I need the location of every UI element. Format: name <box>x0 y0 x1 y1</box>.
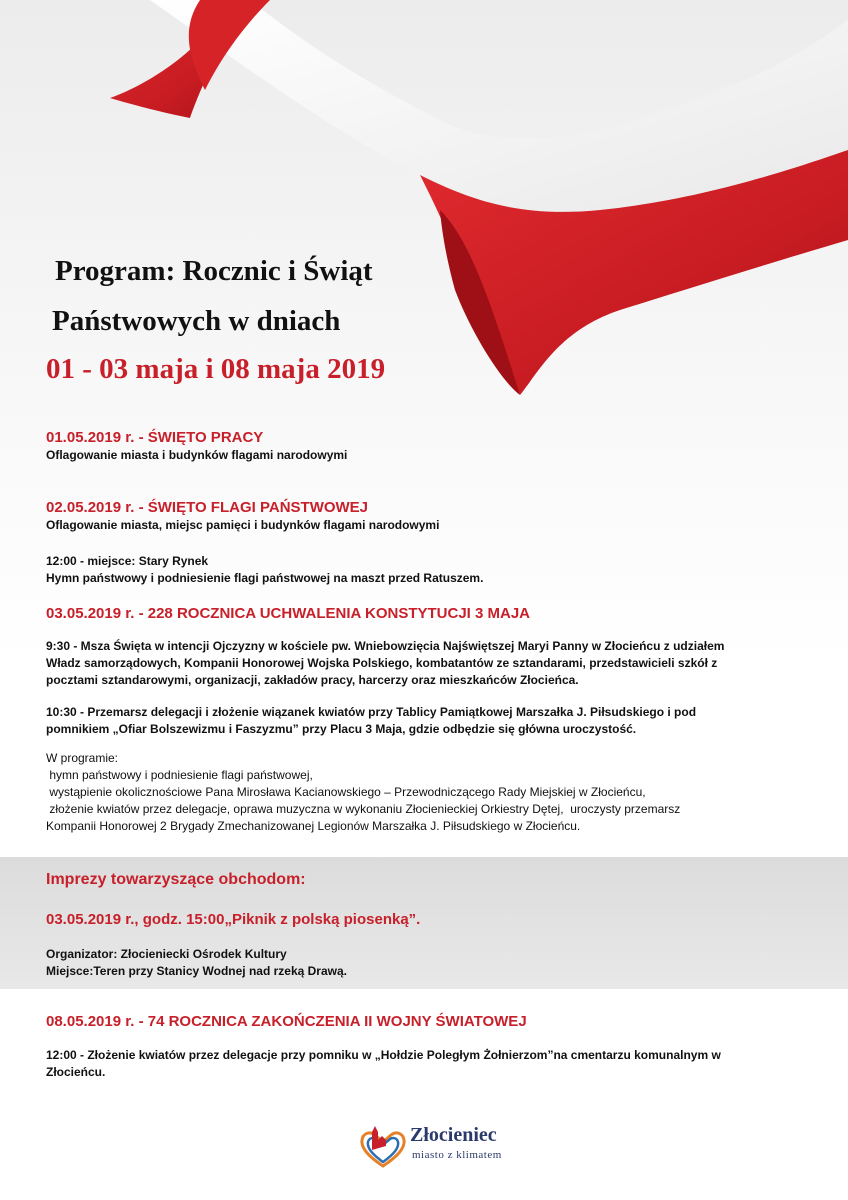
logo-tagline: miasto z klimatem <box>412 1149 502 1161</box>
program-line: hymn państwowy i podniesienie flagi państwowej, <box>46 768 313 782</box>
event-time-line: 12:00 - miejsce: Stary Rynek <box>46 554 209 568</box>
march-paragraph <box>46 704 816 738</box>
paragraph-line: Władz samorządowych, Kompanii Honorowej Wojska Polskiego, kombatantów ze sztandarami, przedstawicieli szkół z <box>46 656 718 670</box>
town-heart-icon <box>358 1120 408 1170</box>
section-heading: 01.05.2019 r. - ŚWIĘTO PRACY <box>46 429 264 446</box>
paragraph-line: 10:30 - Przemarsz delegacji i złożenie wiązanek kwiatów przy Tablicy Pamiątkowej Marszałka J. Piłsudskiego i pod <box>46 705 697 719</box>
picnic-event <box>46 910 816 929</box>
section-text: Oflagowanie miasta i budynków flagami narodowymi <box>46 448 348 462</box>
section-heading: 02.05.2019 r. - ŚWIĘTO FLAGI PAŃSTWOWEJ <box>46 499 369 516</box>
title-line-1: Program: Rocznic i Świąt <box>55 255 373 287</box>
program-line: wystąpienie okolicznościowe Pana Mirosława Kacianowskiego – Przewodniczącego Rady Miejskiej w Złocieńcu, <box>46 785 646 799</box>
logo-name: Złocieniec <box>410 1124 497 1146</box>
section-may-8-text <box>46 1047 816 1081</box>
title-line-2: Państwowych w dniach <box>52 305 341 337</box>
section-may-8 <box>46 1012 816 1031</box>
section-may-2 <box>46 498 816 534</box>
section-heading: 08.05.2019 r. - 74 ROCZNICA ZAKOŃCZENIA II WOJNY ŚWIATOWEJ <box>46 1013 527 1030</box>
paragraph-line: 9:30 - Msza Święta w intencji Ojczyzny w kościele pw. Wniebowzięcia Najświętszej Maryi Panny w Złocieńcu z udziałem <box>46 639 725 653</box>
event-organizer: Organizator: Złocieniecki Ośrodek Kultury <box>46 947 287 961</box>
paragraph-line: pomnikiem „Ofiar Bolszewizmu i Faszyzmu” przy Placu 3 Maja, gdzie odbędzie się główna uroczystość. <box>46 722 637 736</box>
program-list <box>46 750 816 835</box>
picnic-details <box>46 946 816 980</box>
section-may-1 <box>46 428 816 464</box>
section-may-2-event <box>46 553 816 587</box>
zlocieniec-logo <box>358 1120 528 1170</box>
section-may-3 <box>46 604 816 623</box>
event-heading: 03.05.2019 r., godz. 15:00„Piknik z polską piosenką”. <box>46 911 421 928</box>
paragraph-line: Złocieńcu. <box>46 1065 106 1079</box>
title-dates: 01 - 03 maja i 08 maja 2019 <box>46 353 386 385</box>
section-text: Oflagowanie miasta, miejsc pamięci i budynków flagami narodowymi <box>46 518 440 532</box>
program-line: złożenie kwiatów przez delegacje, oprawa muzyczna w wykonaniu Złocienieckiej Orkiestry Dętej, uroczysty przemarsz <box>46 802 681 816</box>
events-heading: Imprezy towarzyszące obchodom: <box>46 871 306 888</box>
program-line: W programie: <box>46 751 119 765</box>
event-description: Hymn państwowy i podniesienie flagi państwowej na maszt przed Ratuszem. <box>46 571 484 585</box>
paragraph-line: pocztami sztandarowymi, organizacji, zakładów pracy, harcerzy oraz mieszkańców Złocieńca. <box>46 673 579 687</box>
accompanying-events <box>46 870 816 889</box>
mass-paragraph <box>46 638 816 689</box>
paragraph-line: 12:00 - Złożenie kwiatów przez delegacje przy pomniku w „Hołdzie Poległym Żołnierzom”na cmentarzu komunalnym w <box>46 1048 721 1062</box>
event-place: Miejsce:Teren przy Stanicy Wodnej nad rzeką Drawą. <box>46 964 347 978</box>
section-heading: 03.05.2019 r. - 228 ROCZNICA UCHWALENIA KONSTYTUCJI 3 MAJA <box>46 605 531 622</box>
program-line: Kompanii Honorowej 2 Brygady Zmechanizowanej Legionów Marszałka J. Piłsudskiego w Złocieńcu. <box>46 819 581 833</box>
